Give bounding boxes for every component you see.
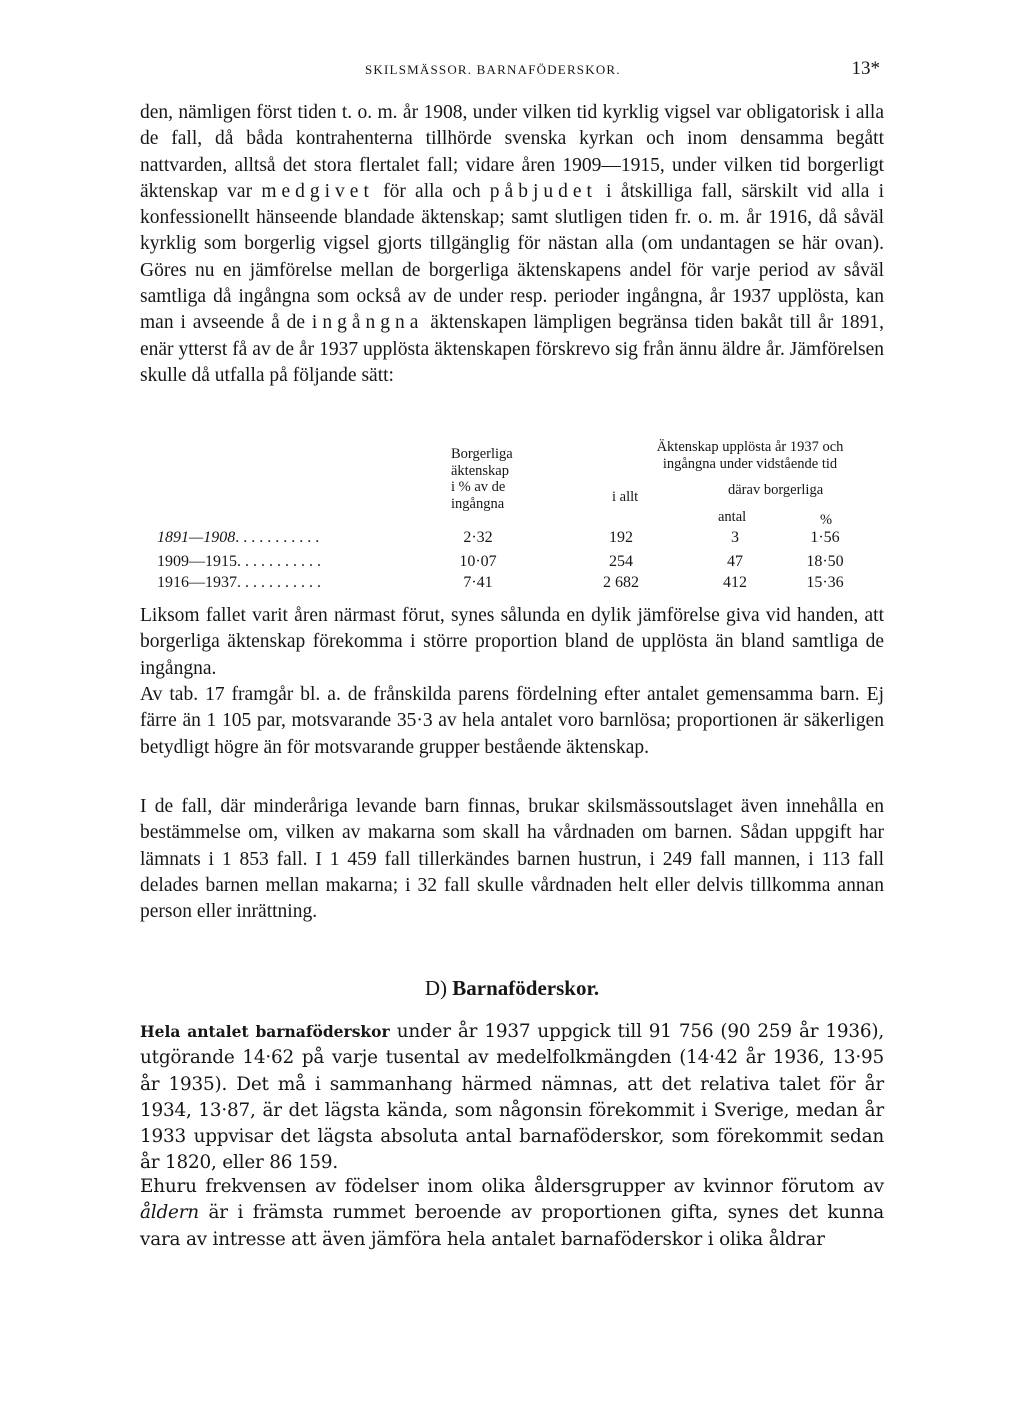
- section-letter: D): [424, 976, 448, 1000]
- cell-i-allt: 254: [609, 553, 633, 570]
- italic-emphasis: åldern: [140, 1202, 199, 1224]
- bold-lead: Hela antalet barnaföderskor: [140, 1022, 390, 1041]
- row-label: [157, 529, 323, 547]
- header-line: ingångna under vidstående tid: [662, 455, 838, 472]
- header-borgerliga: [451, 446, 513, 512]
- header-line: ingångna: [451, 495, 505, 512]
- spaced-emphasis: ingångna: [311, 312, 424, 334]
- cell-pct: 15·36: [806, 574, 844, 591]
- leader-dots: ...........: [237, 553, 325, 570]
- text-run: äktenskapen lämpligen begränsa tiden bakåt till år 1891, enär ytterst få av de år 1937 upplösta äktenskapen förskrevo sig från ännu äldre år. Jämförelsen skulle då utfalla på följande sätt:: [140, 312, 885, 386]
- text-run: den, nämligen först tiden t. o. m. år 1908, under vilken tid kyrklig vigsel var obligatorisk i alla de fall, då båda kontrahenterna tillhörde svenska kyrkan och inom densamma begått nattvarden, alltså det stora flertalet fall; vidare åren 1909—1915, under vilken tid borgerligt äktenskap var: [140, 102, 884, 202]
- header-title: SKILSMÄSSOR. BARNAFÖDERSKOR.: [365, 62, 621, 77]
- period: 1909—1915: [157, 553, 237, 570]
- section-heading: [140, 976, 884, 1001]
- paragraph-age: [140, 1174, 884, 1253]
- paragraph-children: Av tab. 17 framgår bl. a. de frånskilda parens fördelning efter antalet gemensamma barn. Ej färre än 1 105 par, motsvarande 35·3 av hela antalet voro barnlösa; proportionen är säkerligen betydligt högre än för motsvarande grupper bestående äktenskap.: [140, 684, 884, 758]
- paragraph-comparison: Liksom fallet varit åren närmast förut, synes sålunda en dylik jämförelse giva vid handen, att borgerliga äktenskap förekomma i större proportion bland de upplösta än bland samtliga de ingångna.: [140, 605, 884, 679]
- period: 1891—1908: [157, 529, 236, 546]
- text-run: är i främsta rummet beroende av proportionen gifta, synes det kunna vara av intresse att även jämföra hela antalet barnaföderskor i olika åldrar: [140, 1202, 884, 1250]
- cell-pct-ingangna: 2·32: [463, 529, 493, 546]
- header-line: i % av de: [451, 479, 506, 495]
- text-run: Ehuru frekvensen av födelser inom olika åldersgrupper av kvinnor förutom av: [140, 1176, 884, 1197]
- text-run: under år 1937 uppgick till 91 756 (90 259 år 1936), utgörande 14·62 på varje tusental av medelfolkmängden (14·42 år 1936, 13·95 år 1935). Det må i sammanhang härmed nämnas, att det relativa talet för år 1934, 13·87, är det lägsta kända, som någonsin förekommit i Sverige, medan år 1933 uppvisar det lägsta absoluta antal barnaföderskor, som förekommit sedan år 1820, eller 86 159.: [140, 1021, 884, 1174]
- cell-pct: 18·50: [806, 553, 844, 570]
- cell-antal: 412: [723, 574, 747, 591]
- spaced-emphasis: påbjudet: [489, 180, 597, 202]
- cell-antal: 47: [727, 553, 743, 570]
- header-line: äktenskap: [451, 462, 509, 479]
- leader-dots: ...........: [235, 529, 324, 546]
- section-title: Barnaföderskor.: [452, 976, 600, 1000]
- cell-antal: 3: [731, 529, 739, 546]
- header-i-allt: i allt: [612, 489, 639, 505]
- row-label: [157, 574, 325, 592]
- leader-dots: ...........: [237, 574, 325, 591]
- cell-pct: 1·56: [810, 529, 840, 546]
- cell-pct-ingangna: 10·07: [459, 553, 497, 570]
- text-run: i åtskilliga fall, särskilt vid alla i konfessionellt hänseende blandade äktenskap; samt slutligen tiden fr. o. m. år 1916, då såväl kyrklig som borgerlig vigsel gjorts tillgänglig för nästan alla (om undantagen se här ovan). Göres nu en jämförelse mellan de borgerliga äktenskapens andel för varje period av såväl samtliga då ingångna som också av de under resp. perioder ingångna, år 1937 upplösta, kan man i avseende å de: [140, 180, 885, 334]
- paragraph-custody: I de fall, där minderåriga levande barn finnas, brukar skilsmässoutslaget även innehålla en bestämmelse om, vilken av makarna som skall ha vårdnaden om barnen. Sådan uppgift har lämnats i 1 853 fall. I 1 459 fall tillerkändes barnen hustrun, i 249 fall mannen, i 113 fall delades barnen mellan makarna; i 32 fall skulle vårdnaden helt eller delvis tillkomma annan person eller inrättning.: [140, 796, 884, 923]
- period: 1916—1937: [157, 574, 237, 591]
- text-run: för alla och: [383, 180, 481, 202]
- header-line: Borgerliga: [451, 446, 513, 462]
- comparison-table: [140, 0, 884, 600]
- header-group: [610, 439, 890, 472]
- page-number: 13*: [851, 58, 880, 79]
- paragraph-births: [140, 1019, 884, 1177]
- cell-i-allt: 192: [609, 529, 633, 546]
- spaced-emphasis: medgivet: [261, 180, 374, 202]
- header-darav-borgerliga: därav borgerliga: [728, 482, 824, 498]
- header-line: Äktenskap upplösta år 1937 och: [656, 439, 844, 455]
- cell-pct-ingangna: 7·41: [463, 574, 493, 591]
- cell-i-allt: 2 682: [603, 574, 639, 591]
- header-antal: antal: [718, 509, 747, 525]
- header-percent: %: [820, 512, 833, 528]
- row-label: [157, 553, 325, 571]
